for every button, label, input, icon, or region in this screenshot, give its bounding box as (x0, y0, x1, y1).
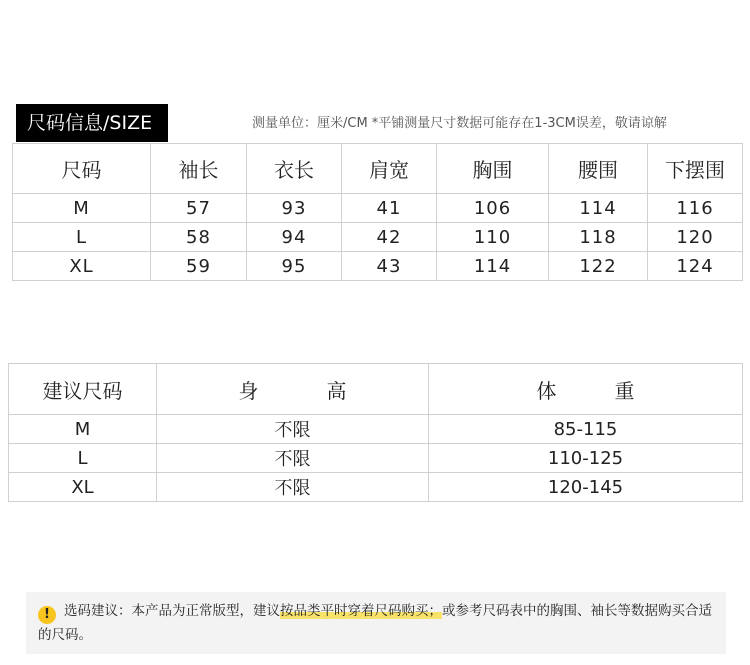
table-cell: 42 (342, 223, 437, 252)
advice-text-rest: 或参考尺码表中的胸围、袖长等数据购买合适的尺码。 (38, 603, 712, 643)
column-header: 胸围 (437, 144, 549, 194)
table-row (13, 252, 743, 281)
column-header: 衣长 (247, 144, 342, 194)
table-cell: 120-145 (429, 473, 743, 502)
column-header: 尺码 (13, 144, 151, 194)
table-cell: XL (9, 473, 157, 502)
size-table-header (13, 144, 743, 194)
column-header: 下摆围 (648, 144, 743, 194)
table-cell: XL (13, 252, 151, 281)
table-row (9, 415, 743, 444)
table-cell: 不限 (157, 415, 429, 444)
size-info-tag: 尺码信息/SIZE (16, 104, 168, 142)
table-cell: 不限 (157, 444, 429, 473)
measurement-note: 测量单位：厘米/CM *平铺测量尺寸数据可能存在1-3CM误差，敬请谅解 (252, 116, 667, 131)
table-cell: 58 (151, 223, 247, 252)
table-cell: L (9, 444, 157, 473)
table-cell: 118 (549, 223, 648, 252)
recommendation-table (8, 363, 743, 502)
table-cell: 124 (648, 252, 743, 281)
table-cell: M (9, 415, 157, 444)
table-cell: 43 (342, 252, 437, 281)
table-cell: 110-125 (429, 444, 743, 473)
table-cell: 106 (437, 194, 549, 223)
column-header: 肩宽 (342, 144, 437, 194)
warning-icon: ! (38, 606, 56, 624)
table-row (9, 444, 743, 473)
column-header: 建议尺码 (9, 364, 157, 415)
size-table (12, 143, 743, 281)
column-header: 袖长 (151, 144, 247, 194)
table-cell: L (13, 223, 151, 252)
table-cell: 114 (549, 194, 648, 223)
table-cell: 41 (342, 194, 437, 223)
table-row (13, 223, 743, 252)
table-cell: 116 (648, 194, 743, 223)
table-cell: 122 (549, 252, 648, 281)
table-cell: 114 (437, 252, 549, 281)
column-header: 身高 (157, 364, 429, 415)
size-advice-box (26, 592, 726, 654)
column-header: 腰围 (549, 144, 648, 194)
advice-highlight: 按品类平时穿着尺码购买； (280, 603, 442, 619)
table-row (9, 473, 743, 502)
table-cell: 94 (247, 223, 342, 252)
table-cell: 110 (437, 223, 549, 252)
table-cell: 85-115 (429, 415, 743, 444)
table-row (13, 194, 743, 223)
table-cell: 不限 (157, 473, 429, 502)
table-cell: 93 (247, 194, 342, 223)
column-header: 体重 (429, 364, 743, 415)
table-cell: 57 (151, 194, 247, 223)
table-cell: 120 (648, 223, 743, 252)
advice-text: 选码建议：本产品为正常版型，建议 (64, 603, 280, 619)
table-cell: 59 (151, 252, 247, 281)
table-cell: 95 (247, 252, 342, 281)
recommendation-table-header (9, 364, 743, 415)
table-cell: M (13, 194, 151, 223)
